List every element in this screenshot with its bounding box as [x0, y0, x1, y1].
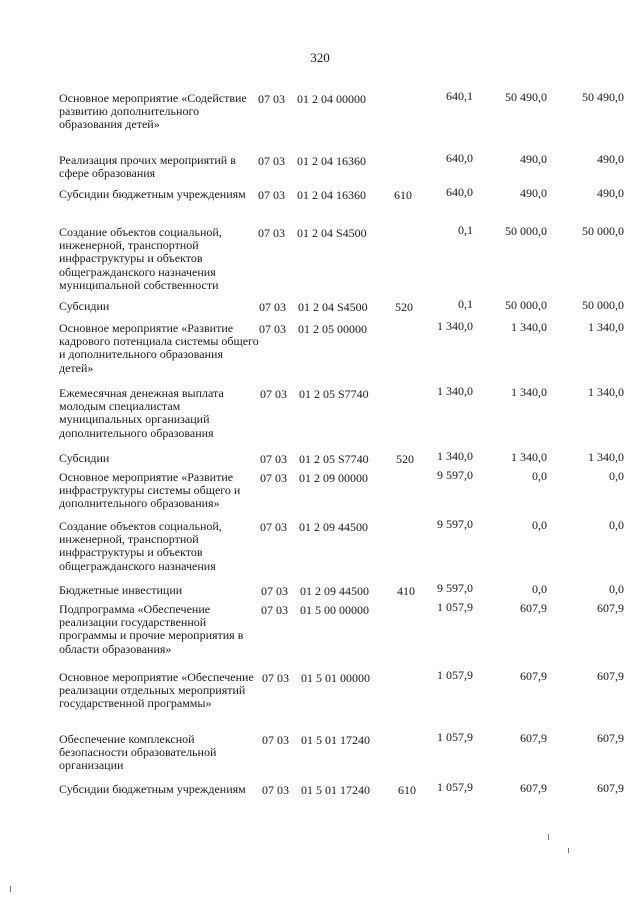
row-code: 01 2 05 S7740 [299, 387, 369, 401]
row-value-current-year: 1 057,9 [437, 600, 473, 614]
row-section: 07 03 [258, 188, 285, 202]
row-section: 07 03 [262, 733, 289, 747]
row-value-current-year: 1 057,9 [437, 780, 473, 794]
row-value-current-year: 1 340,0 [437, 449, 473, 463]
row-section: 07 03 [258, 154, 285, 168]
row-section: 07 03 [261, 584, 288, 598]
row-value-second-year: 607,9 [597, 731, 624, 745]
row-name: Основное мероприятие «Содействие развитию дополнительного образования детей» [59, 91, 247, 132]
row-name: Основное мероприятие «Развитие кадрового потенциала системы общего и дополнительного образования детей» [59, 321, 259, 375]
row-section: 07 03 [260, 471, 287, 485]
scan-speck [10, 886, 11, 892]
row-section: 07 03 [260, 520, 287, 534]
row-name: Субсидии [59, 451, 110, 465]
row-value-next-year: 1 340,0 [511, 450, 547, 464]
row-section: 07 03 [262, 783, 289, 797]
row-value-next-year: 1 340,0 [511, 385, 547, 399]
row-value-current-year: 9 597,0 [437, 468, 473, 482]
row-section: 07 03 [260, 452, 287, 466]
row-value-next-year: 0,0 [532, 582, 547, 596]
row-value-current-year: 1 340,0 [437, 319, 473, 333]
row-value-second-year: 607,9 [597, 781, 624, 795]
row-name: Создание объектов социальной, инженерной, транспортной инфраструктуры и объектов общегражданского назначения [59, 519, 222, 573]
row-value-next-year: 607,9 [520, 781, 547, 795]
row-code: 01 2 05 00000 [298, 322, 367, 336]
row-value-current-year: 9 597,0 [437, 517, 473, 531]
row-value-second-year: 607,9 [597, 669, 624, 683]
row-section: 07 03 [258, 92, 285, 106]
row-expense-type: 520 [395, 300, 413, 314]
row-value-next-year: 50 000,0 [505, 298, 547, 312]
row-name: Субсидии бюджетным учреждениям [59, 782, 246, 796]
row-value-next-year: 50 000,0 [505, 224, 547, 238]
scan-speck [548, 834, 549, 840]
row-code: 01 5 01 17240 [301, 733, 370, 747]
row-value-second-year: 607,9 [597, 601, 624, 615]
row-expense-type: 410 [397, 584, 415, 598]
row-value-current-year: 1 057,9 [437, 730, 473, 744]
row-name: Реализация прочих мероприятий в сфере образования [59, 153, 236, 181]
row-name: Подпрограмма «Обеспечение реализации государственной программы и прочие мероприятия в области образования» [59, 602, 244, 656]
row-value-current-year: 640,0 [446, 185, 473, 199]
row-section: 07 03 [260, 387, 287, 401]
row-value-second-year: 1 340,0 [588, 385, 624, 399]
row-value-current-year: 0,1 [458, 223, 473, 237]
row-expense-type: 520 [396, 452, 414, 466]
row-value-current-year: 0,1 [458, 297, 473, 311]
row-value-next-year: 607,9 [520, 669, 547, 683]
row-name: Основное мероприятие «Обеспечение реализации отдельных мероприятий государственной программы» [59, 670, 254, 711]
row-value-next-year: 1 340,0 [511, 320, 547, 334]
row-expense-type: 610 [394, 188, 412, 202]
row-code: 01 2 09 44500 [299, 520, 368, 534]
page-number: 320 [310, 50, 330, 65]
row-section: 07 03 [259, 322, 286, 336]
row-code: 01 2 04 S4500 [297, 226, 367, 240]
row-value-next-year: 490,0 [520, 152, 547, 166]
row-value-next-year: 607,9 [520, 731, 547, 745]
row-section: 07 03 [258, 226, 285, 240]
row-code: 01 5 01 00000 [301, 671, 370, 685]
row-value-second-year: 490,0 [597, 152, 624, 166]
row-section: 07 03 [262, 671, 289, 685]
row-code: 01 2 09 00000 [299, 471, 368, 485]
row-value-next-year: 50 490,0 [505, 90, 547, 104]
row-value-next-year: 490,0 [520, 186, 547, 200]
row-section: 07 03 [259, 300, 286, 314]
row-value-second-year: 490,0 [597, 186, 624, 200]
row-value-second-year: 0,0 [609, 582, 624, 596]
row-code: 01 5 00 00000 [300, 603, 369, 617]
row-value-second-year: 1 340,0 [588, 450, 624, 464]
row-value-next-year: 607,9 [520, 601, 547, 615]
row-name: Субсидии [59, 299, 110, 313]
row-code: 01 2 05 S7740 [299, 452, 369, 466]
row-name: Создание объектов социальной, инженерной, транспортной инфраструктуры и объектов общегражданского назначения муниципальной собственности [59, 225, 222, 292]
row-value-second-year: 50 000,0 [582, 224, 624, 238]
row-expense-type: 610 [398, 783, 416, 797]
row-value-current-year: 9 597,0 [437, 581, 473, 595]
row-value-second-year: 0,0 [609, 469, 624, 483]
row-code: 01 2 04 00000 [297, 92, 366, 106]
row-value-current-year: 640,0 [446, 151, 473, 165]
row-value-current-year: 640,1 [446, 89, 473, 103]
row-value-current-year: 1 057,9 [437, 668, 473, 682]
row-name: Субсидии бюджетным учреждениям [59, 187, 246, 201]
row-code: 01 2 04 16360 [297, 188, 366, 202]
row-section: 07 03 [261, 603, 288, 617]
row-value-second-year: 50 490,0 [582, 90, 624, 104]
row-code: 01 2 04 16360 [297, 154, 366, 168]
row-code: 01 2 04 S4500 [298, 300, 368, 314]
row-value-next-year: 0,0 [532, 469, 547, 483]
scan-speck [568, 848, 569, 853]
row-value-current-year: 1 340,0 [437, 384, 473, 398]
row-value-second-year: 1 340,0 [588, 320, 624, 334]
row-name: Бюджетные инвестиции [59, 583, 183, 597]
row-name: Основное мероприятие «Развитие инфраструктуры системы общего и дополнительного образования» [59, 470, 241, 511]
row-name: Обеспечение комплексной безопасности образовательной организации [59, 732, 217, 773]
row-name: Ежемесячная денежная выплата молодым специалистам муниципальных организаций дополнительного образования [59, 386, 224, 440]
row-code: 01 2 09 44500 [300, 584, 369, 598]
row-value-next-year: 0,0 [532, 518, 547, 532]
row-value-second-year: 0,0 [609, 518, 624, 532]
row-code: 01 5 01 17240 [301, 783, 370, 797]
row-value-second-year: 50 000,0 [582, 298, 624, 312]
